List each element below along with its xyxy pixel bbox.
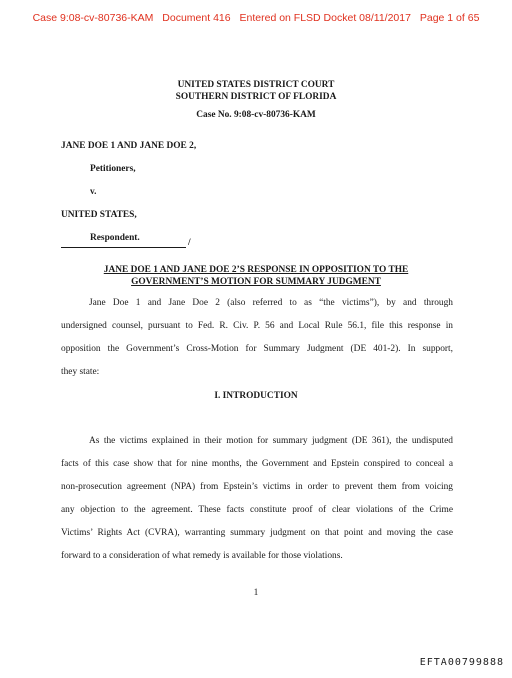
petitioners-label: Petitioners, [90,164,136,174]
page-number: 1 [253,588,259,598]
paragraph-line: any objection to the agreement. These facts constitute proof of clear violations of the Crime [61,505,453,515]
header-case: Case 9:08-cv-80736-KAM [32,12,154,24]
case-number: Case No. 9:08-cv-80736-KAM [196,110,316,120]
paragraph-line: they state: [61,367,100,377]
header-entered: Entered on FLSD Docket 08/11/2017 [239,12,411,24]
body-paragraph [61,430,453,568]
court-name: UNITED STATES DISTRICT COURT [177,80,335,90]
paragraph-line: non-prosecution agreement (NPA) from Epstein’s victims in order to prevent them from voicing [61,482,453,492]
respondent-name: UNITED STATES, [61,210,137,220]
title-line-1: JANE DOE 1 AND JANE DOE 2’S RESPONSE IN OPPOSITION TO THE [103,265,409,275]
paragraph-line: As the victims explained in their motion for summary judgment (DE 361), the undisputed [89,436,453,446]
ecf-header [0,12,512,24]
paragraph-line: facts of this case show that for nine months, the Government and Epstein conspired to conceal a [61,459,453,469]
caption-rule [61,247,186,248]
caption-slash: / [188,238,191,248]
document-title [0,265,512,288]
paragraph-line: forward to a consideration of what remedy is available for those violations. [61,551,343,561]
court-district: SOUTHERN DISTRICT OF FLORIDA [175,91,337,102]
header-page: Page 1 of 65 [419,12,480,24]
court-caption [0,80,512,103]
petitioners-name: JANE DOE 1 AND JANE DOE 2, [61,141,197,151]
intro-paragraph [61,292,453,384]
paragraph-line: opposition the Government’s Cross-Motion for Summary Judgment (DE 401-2). In support, [61,344,453,354]
bates-number: EFTA00799888 [419,657,504,668]
versus: v. [90,187,97,197]
paragraph-line: Jane Doe 1 and Jane Doe 2 (also referred to as “the victims”), by and through [89,298,453,308]
paragraph-line: undersigned counsel, pursuant to Fed. R. Civ. P. 56 and Local Rule 56.1, file this response in [61,321,453,331]
paragraph-line: Victims’ Rights Act (CVRA), warranting summary judgment on that point and moving the case [61,528,453,538]
respondent-label: Respondent. [90,233,140,243]
title-line-2: GOVERNMENT’S MOTION FOR SUMMARY JUDGMENT [131,276,381,287]
section-heading: I. INTRODUCTION [214,391,298,401]
header-document: Document 416 [162,12,231,24]
